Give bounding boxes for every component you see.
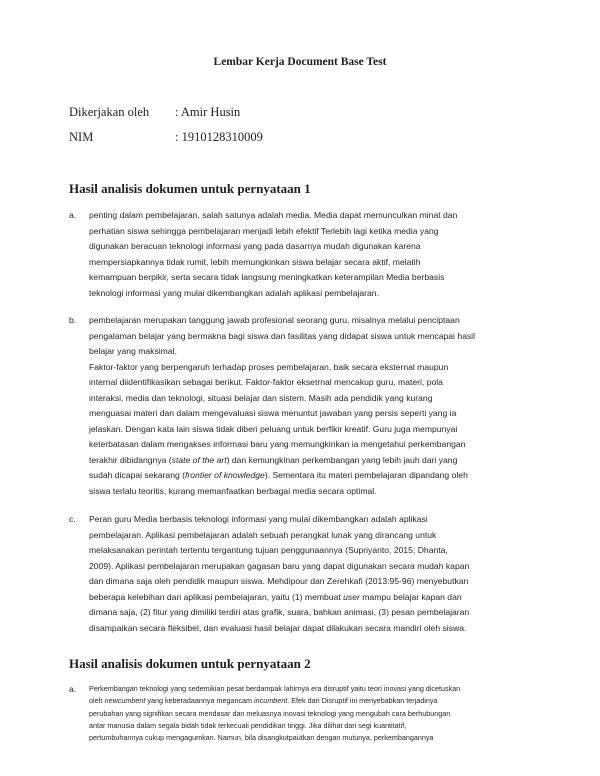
text-run: oleh (89, 696, 105, 706)
italic-term: newcumbent (104, 696, 146, 706)
paragraph-line: jelaskan. Dengan kata lain siswa tidak diberi peluang untuk berfikir kreatif. Guru juga mempunyai (89, 423, 458, 434)
paragraph-line (89, 590, 535, 606)
italic-term: state of the art (171, 454, 227, 465)
paragraph-line: antar manusia dalam segala bidah tidak terkecuali pendidikan tinggi. Jika dilihat dari segi kuantitatif, (89, 720, 407, 730)
list-marker: c. (69, 514, 76, 524)
document-title: Lembar Kerja Document Base Test (213, 56, 387, 68)
section-2-heading: Hasil analisis dokumen untuk pernyataan 2 (69, 656, 311, 671)
italic-term: user (343, 591, 360, 602)
paragraph-line: perhatian siswa sehingga pembelajaran menjadi lebih efektif Terlebih lagi ketika media yang (89, 225, 439, 236)
paragraph-line: pengalaman belajar yang bermakna bagi siswa dan fasilitas yang didapat siswa untuk mencapai hasil (89, 330, 475, 341)
paragraph-line: siswa terlalu teoritis, kurang memanfaatkan berbagai media secara optimal. (89, 485, 377, 496)
paragraph-line: keterbatasan dalam mengakses informasi baru yang memungkinkan ia mengetahui perkembangan (89, 439, 466, 449)
paragraph-line: dan dimana saja oleh pendidik maupun siswa. Mehdipour dan Zerehkafi (2013:95-96) menyebutkan (89, 576, 469, 586)
identity-label-author: Dikerjakan oleh (69, 105, 150, 119)
identity-label-nim: NIM (69, 130, 94, 144)
italic-term: incumbent (254, 696, 288, 706)
identity-value-nim: : 1910128310009 (175, 130, 263, 144)
paragraph-line: 2009). Aplikasi pembelajaran merupakan gagasan baru yang dapat digunakan secara mudah kapan (89, 560, 470, 571)
paragraph-line: pembelajaran. Aplikasi pembelajaran adalah sebuah perangkat lunak yang dirancang untuk (89, 529, 437, 540)
list-marker: a. (69, 684, 77, 694)
identity-value-author: : Amir Husin (175, 105, 241, 119)
paragraph-line: interaksi, media dan teknologi, situasi belajar dan sistem. Masih ada pendidik yang kurang (89, 392, 433, 403)
paragraph-line: menguasai materi dan dalam mengevaluasi siswa menuntut jawaban yang persis seperti yang ia (89, 408, 457, 418)
text-run: mampu belajar kapan dan (359, 591, 462, 602)
paragraph-line: Perkembangan teknologi yang sedemikian pesat berdampak lahirnya era disruptif yaitu teori inovasi yang dicetuskan (89, 684, 461, 693)
list-marker: a. (69, 210, 77, 220)
paragraph-line: Faktor-faktor yang berpengaruh terhadap proses pembelajaran, baik secara eksternal maupun (89, 361, 449, 372)
text-run: beberapa kelebihan dari aplikasi pembelajaran, yaitu (1) membuat (89, 591, 344, 602)
paragraph-line: pertumbuhannya cukup mengagumkan. Namun, bila disangkutpautkan dengan mutunya, perkembangannya (89, 733, 434, 743)
paragraph-line: belajar yang maksimal. (89, 346, 177, 356)
paragraph-line: internal diidentifikasikan sebagai berikut. Faktor-faktor eksetrnal mencakup guru, materi, pola (89, 377, 443, 387)
paragraph-line: melaksanakan perintah tertentu tergantung tujuan penggunaannya (Supriyanto, 2015; Dhanta, (89, 545, 448, 555)
paragraph-line: mempersiapkannya tidak rumit, lebih memungkinkan siswa belajar secara aktif, melatih (89, 256, 421, 267)
text-run: ) dan kemungkinan perkembangan yang lebih jauh dari yang (226, 454, 458, 465)
paragraph-line: perubahan yang signifikan secara mendasar dan meluasnya inovasi teknologi yang mengubah cara berhubungan (89, 708, 451, 718)
paragraph-line: Peran guru Media berbasis teknologi informasi yang mulai dikembangkan adalah aplikasi (89, 514, 428, 524)
text-run: . Efek dari Disruptif ini menyebabkan terjadinya (287, 696, 438, 706)
list-marker: b. (69, 315, 77, 325)
italic-term: frontier of knowledge (185, 470, 265, 480)
text-run: yang keberadaannya megancam (145, 696, 255, 706)
paragraph-line: teknologi informasi yang mulai dikembangkan adalah aplikasi pembelajaran. (89, 287, 379, 298)
text-run: ). Sementara itu materi pembelajaran dipandang oleh (264, 470, 468, 480)
text-run: sudah dicapai sekarang ( (89, 470, 186, 480)
section-1-heading: Hasil analisis dokumen untuk pernyataan 1 (69, 181, 311, 196)
text-run: terakhir dibidangnya ( (89, 454, 172, 465)
paragraph-line: penting dalam pembelajaran, salah satunya adalah media. Media dapat memunculkan minat dan (89, 210, 458, 220)
paragraph-line: disampaikan secara fleksibel, dan evaluasi hasil belajar dapat dilakukan secara mandiri oleh siswa. (89, 622, 467, 633)
paragraph-line: kemampuan berpikir, serta secara tidak langsung meningkatkan keterampilan Media berbasis (89, 272, 445, 282)
paragraph-line: digunakan beracuan teknologi informasi yang pada dasarnya mudah digunakan karena (89, 241, 421, 251)
paragraph-line: dimana saja, (2) fitur yang dimiliki terdiri atas grafik, suara, bahkan animasi, (3) pesan pembelajaran (89, 607, 470, 617)
paragraph-line (89, 695, 535, 707)
paragraph-line (89, 453, 535, 469)
paragraph-line (89, 468, 535, 484)
paragraph-line: pembelajaran merupakan tanggung jawab profesional seorang guru, misalnya melalui penciptaan (89, 315, 460, 325)
